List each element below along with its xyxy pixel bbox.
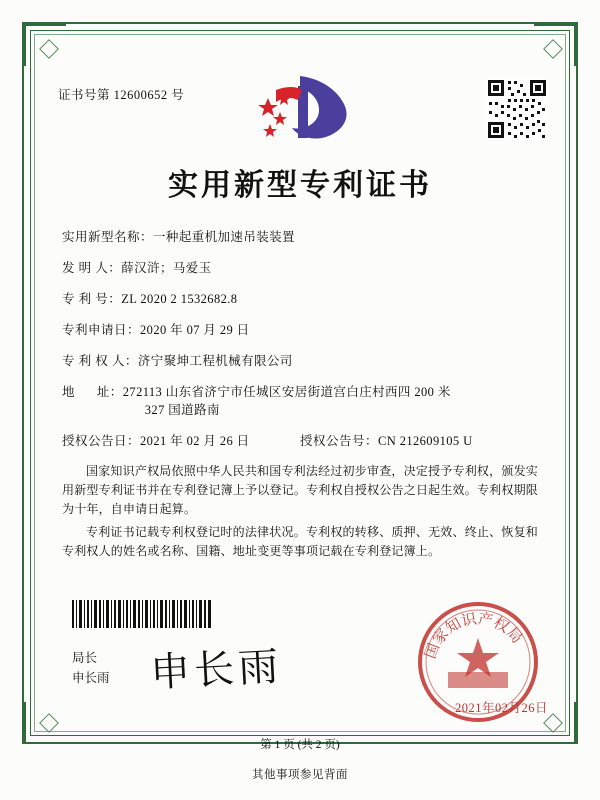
field-value-container: [123, 383, 540, 419]
field-label: 授权公告号：: [300, 434, 379, 448]
field-label: 实用新型名称：: [62, 230, 154, 244]
svg-text:国家知识产权局: 国家知识产权局: [421, 609, 527, 661]
field-row-grant-announcement: [62, 432, 540, 450]
field-row-patent-number: [62, 290, 540, 308]
field-value: 薛汉浒；马爱玉: [121, 261, 212, 275]
footer-note: 其他事项参见背面: [252, 769, 348, 781]
qr-code-icon: [486, 78, 548, 140]
field-value-line2: 327 国道路南: [144, 403, 220, 417]
field-row-address: [62, 383, 540, 419]
legal-paragraph-2: 专利证书记载专利权登记时的法律状况。专利权的转移、质押、无效、终止、恢复和专利权人的姓名或名称、国籍、地址变更等事项记载在专利登记簿上。: [62, 525, 538, 558]
field-label: 地 址：: [62, 385, 123, 399]
seal-date: 2021年02月26日: [454, 701, 548, 715]
field-value: CN 212609105 U: [378, 434, 473, 448]
field-row-inventor: [62, 259, 540, 277]
field-value: 济宁聚坤工程机械有限公司: [137, 354, 293, 368]
field-value: ZL 2020 2 1532682.8: [121, 292, 238, 306]
field-label: 专利申请日：: [62, 323, 141, 337]
patent-office-emblem-icon: [240, 72, 360, 144]
field-list: [62, 228, 540, 463]
field-value: 2021 年 02 月 26 日: [140, 434, 250, 448]
dual-field: [62, 432, 540, 450]
grant-number-group: [300, 432, 540, 450]
field-label: 专 利 号：: [62, 292, 122, 306]
grant-date-group: [62, 432, 300, 450]
field-label: 专 利 权 人：: [62, 354, 138, 368]
page-indicator: 第 1 页 (共 2 页): [260, 739, 340, 751]
field-row-utility-model-name: [62, 228, 540, 246]
field-value: 272113 山东省济宁市任城区安居街道宫白庄村西四 200 米: [122, 385, 451, 399]
legal-body-text: [62, 462, 538, 565]
field-row-patentee: [62, 352, 540, 370]
signature-title-block: [72, 648, 110, 688]
field-value: 一种起重机加速吊装装置: [153, 230, 295, 244]
legal-paragraph-1: 国家知识产权局依照中华人民共和国专利法经过初步审查，决定授予专利权，颁发实用新型专利证书并在专利登记簿上予以登记。专利权自授权公告之日起生效。专利权期限为十年，自申请日起算。: [62, 464, 538, 516]
signature-title-line2: 申长雨: [72, 671, 110, 685]
signature-title-line1: 局长: [72, 651, 98, 665]
barcode: [72, 600, 212, 628]
field-label: 授权公告日：: [62, 434, 141, 448]
handwritten-signature: 申长雨: [149, 643, 284, 696]
field-label: 发 明 人：: [62, 261, 122, 275]
page-title: 实用新型专利证书: [168, 168, 432, 203]
field-value: 2020 年 07 月 29 日: [140, 323, 250, 337]
field-row-application-date: [62, 321, 540, 339]
certificate-number: 证书号第 12600652 号: [58, 88, 185, 102]
